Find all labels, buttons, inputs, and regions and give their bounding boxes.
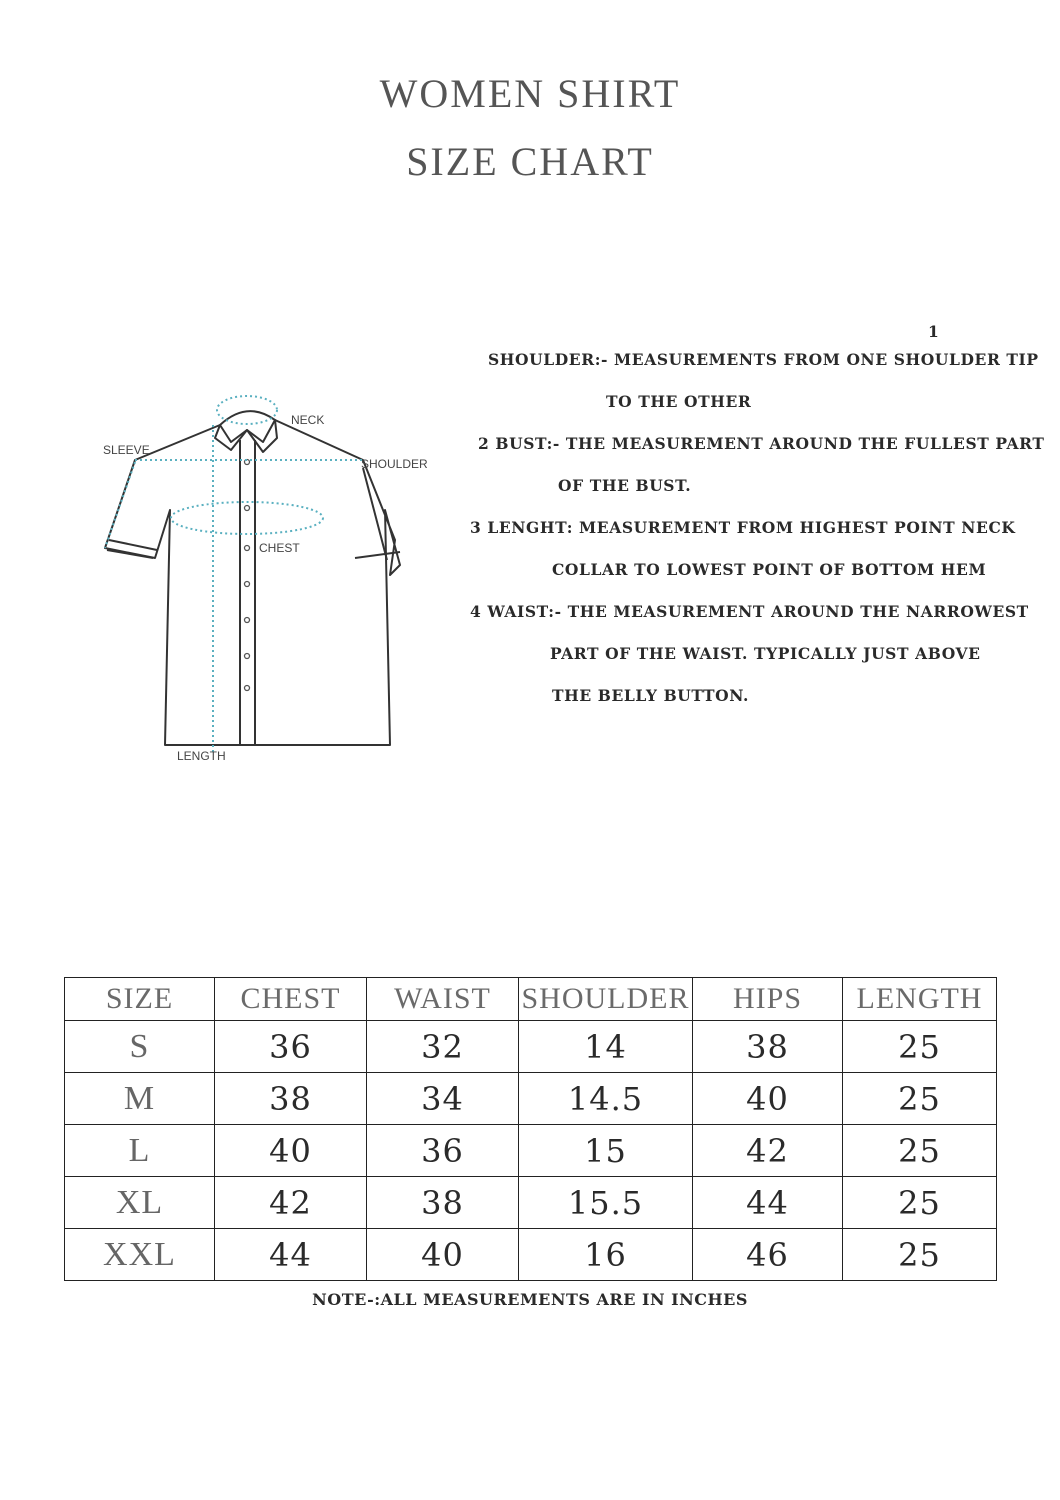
- shoulder-cell: 16: [519, 1229, 693, 1281]
- chest-cell: 42: [215, 1177, 367, 1229]
- page-title: WOMEN SHIRT: [379, 71, 681, 116]
- length-cell: 25: [843, 1229, 997, 1281]
- table-header-row: [65, 978, 997, 1021]
- header-length: LENGTH: [843, 978, 997, 1021]
- table-row: [65, 1125, 997, 1177]
- note-line-6: COLLAR TO LOWEST POINT OF BOTTOM HEM: [552, 560, 987, 579]
- neck-label: NECK: [291, 413, 325, 427]
- size-cell: XXL: [65, 1229, 215, 1281]
- note-line-9: THE BELLY BUTTON.: [552, 686, 749, 705]
- chest-cell: 44: [215, 1229, 367, 1281]
- size-cell: L: [65, 1125, 215, 1177]
- length-cell: 25: [843, 1177, 997, 1229]
- size-table: [64, 977, 997, 1281]
- length-cell: 25: [843, 1073, 997, 1125]
- shirt-diagram: [95, 380, 435, 770]
- table-row: [65, 1229, 997, 1281]
- waist-cell: 34: [367, 1073, 519, 1125]
- shoulder-label: SHOULDER: [361, 457, 428, 471]
- note-line-8: PART OF THE WAIST. TYPICALLY JUST ABOVE: [550, 644, 981, 663]
- header-size: SIZE: [65, 978, 215, 1021]
- header-hips: HIPS: [693, 978, 843, 1021]
- note-line-4: OF THE BUST.: [558, 476, 692, 495]
- chest-cell: 38: [215, 1073, 367, 1125]
- units-note: NOTE-:ALL MEASUREMENTS ARE IN INCHES: [312, 1290, 748, 1309]
- note-line-5: 3 LENGHT: MEASUREMENT FROM HIGHEST POINT NECK: [470, 518, 1016, 537]
- hips-cell: 42: [693, 1125, 843, 1177]
- size-cell: S: [65, 1021, 215, 1073]
- waist-cell: 38: [367, 1177, 519, 1229]
- note-number-1: 1: [928, 322, 940, 341]
- shoulder-cell: 15: [519, 1125, 693, 1177]
- hips-cell: 46: [693, 1229, 843, 1281]
- length-label: LENGTH: [177, 749, 226, 763]
- size-cell: XL: [65, 1177, 215, 1229]
- waist-cell: 40: [367, 1229, 519, 1281]
- header-waist: WAIST: [367, 978, 519, 1021]
- shoulder-cell: 15.5: [519, 1177, 693, 1229]
- sleeve-label: SLEEVE: [103, 443, 150, 457]
- waist-cell: 36: [367, 1125, 519, 1177]
- shoulder-cell: 14: [519, 1021, 693, 1073]
- shoulder-cell: 14.5: [519, 1073, 693, 1125]
- hips-cell: 40: [693, 1073, 843, 1125]
- chest-cell: 40: [215, 1125, 367, 1177]
- note-line-7: 4 WAIST:- THE MEASUREMENT AROUND THE NARROWEST: [470, 602, 1029, 621]
- chest-label: CHEST: [259, 541, 300, 555]
- table-row: [65, 1021, 997, 1073]
- length-cell: 25: [843, 1125, 997, 1177]
- table-row: [65, 1073, 997, 1125]
- header-shoulder: SHOULDER: [519, 978, 693, 1021]
- size-cell: M: [65, 1073, 215, 1125]
- note-line-3: 2 BUST:- THE MEASUREMENT AROUND THE FULLEST PART: [478, 434, 1045, 453]
- hips-cell: 44: [693, 1177, 843, 1229]
- waist-cell: 32: [367, 1021, 519, 1073]
- page-subtitle: SIZE CHART: [406, 139, 654, 184]
- table-row: [65, 1177, 997, 1229]
- header-chest: CHEST: [215, 978, 367, 1021]
- hips-cell: 38: [693, 1021, 843, 1073]
- note-line-2: TO THE OTHER: [606, 392, 752, 411]
- note-line-1: SHOULDER:- MEASUREMENTS FROM ONE SHOULDER TIP: [488, 350, 1039, 369]
- chest-cell: 36: [215, 1021, 367, 1073]
- length-cell: 25: [843, 1021, 997, 1073]
